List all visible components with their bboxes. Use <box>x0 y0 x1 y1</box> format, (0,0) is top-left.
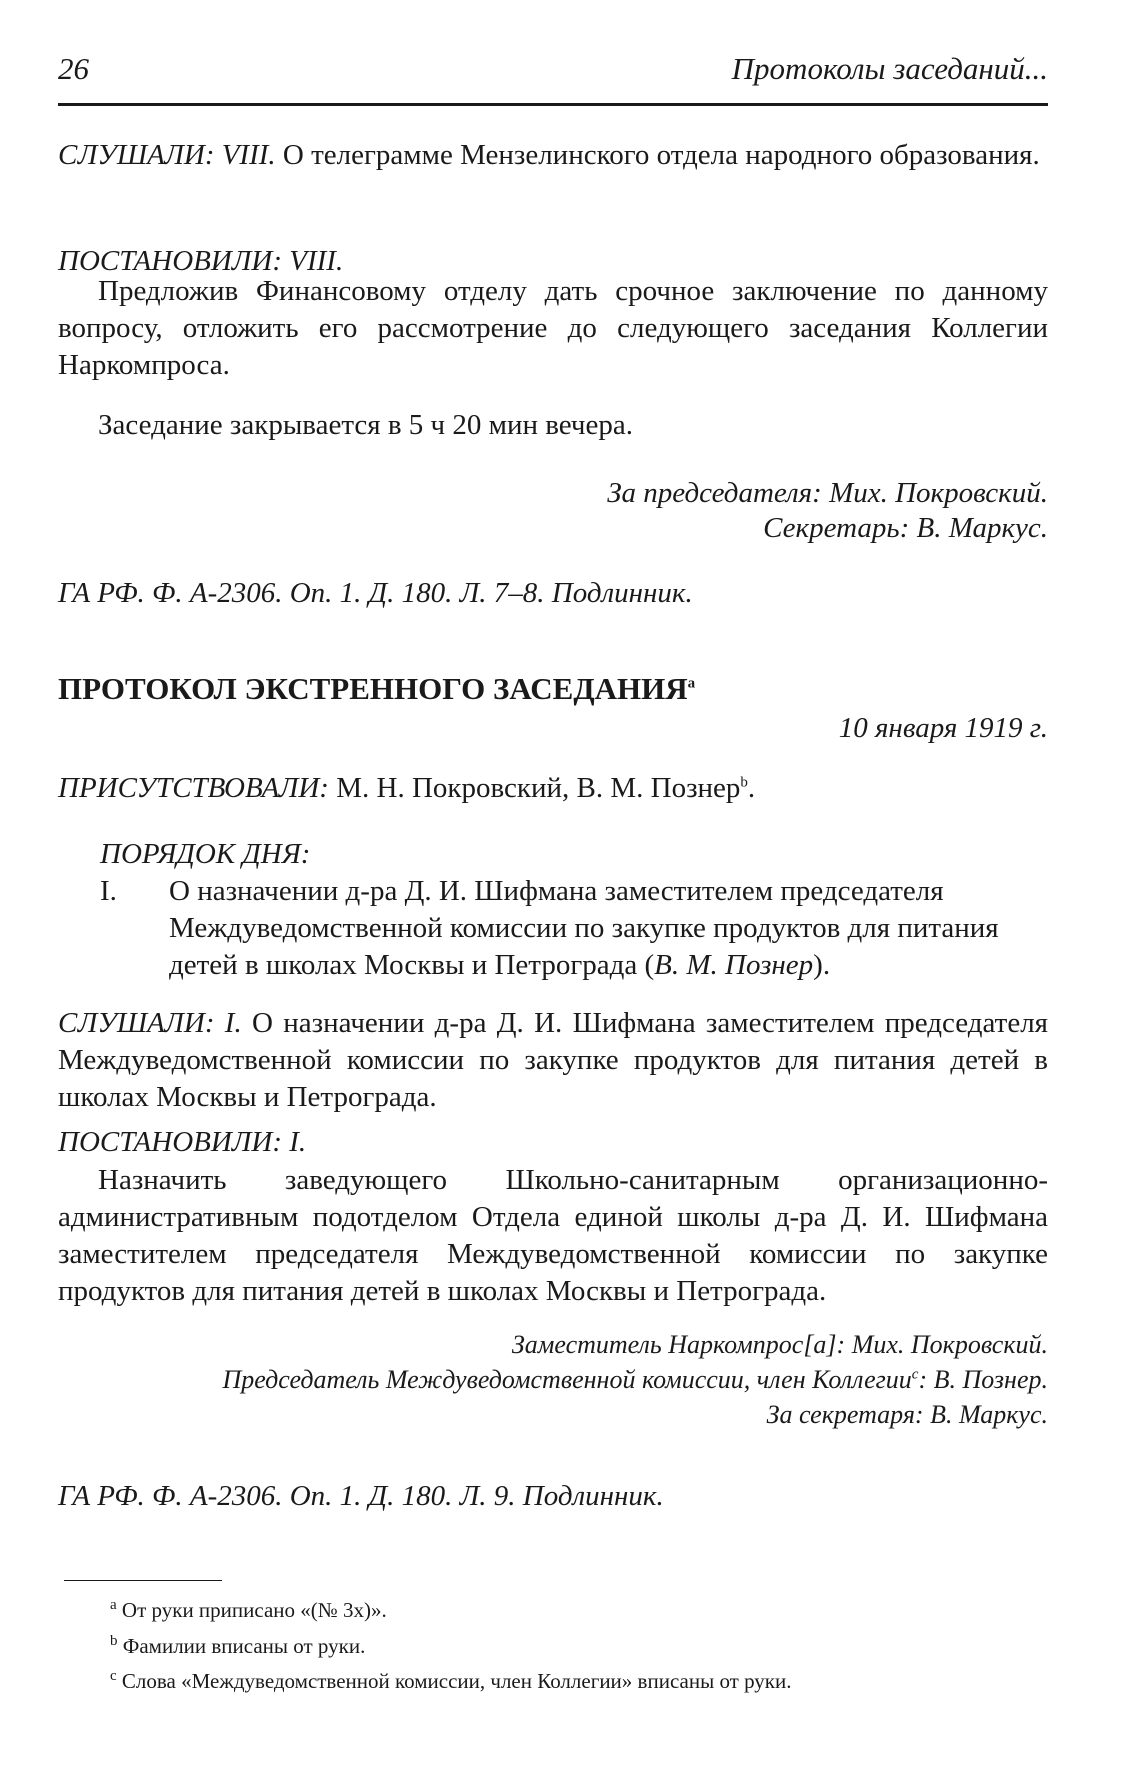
protocol-date: 10 января 1919 г. <box>838 712 1048 744</box>
agenda-label: ПОРЯДОК ДНЯ: <box>100 838 311 870</box>
signature-deputy: Заместитель Наркомпрос[а]: Мих. Покровский. <box>511 1330 1048 1359</box>
resolved-label-i: ПОСТАНОВИЛИ: I. <box>58 1126 307 1158</box>
protocol-title <box>58 670 695 707</box>
archive-reference-1: ГА РФ. Ф. А-2306. Оп. 1. Д. 180. Л. 7–8. Подлинник. <box>58 577 693 609</box>
footnote-a: $^a$ От руки приписано «(№ 3х)». <box>110 1597 387 1622</box>
page-number: 26 <box>58 51 89 86</box>
heard-text-i: О назначении д-ра Д. И. Шифмана заместителем председателя Междуведомственной комиссии по закупке продуктов для питания детей в школах Москвы и Петрограда. <box>58 1007 1049 1113</box>
heard-text: О телеграмме Мензелинского отдела народного образования. <box>282 139 1040 171</box>
protocol-title-text: ПРОТОКОЛ ЭКСТРЕННОГО ЗАСЕДАНИЯ <box>58 671 688 706</box>
heard-i <box>58 1005 1048 1116</box>
agenda-number: I. <box>100 875 117 907</box>
closing-statement: Заседание закрывается в 5 ч 20 мин вечера. <box>98 409 634 441</box>
footnote-c: $^c$ Слова «Междуведомственной комиссии, член Коллегии» вписаны от руки. <box>110 1668 792 1693</box>
signature-commission: Председатель Междуведомственной комиссии, член Коллегии$^c$: В. Познер. <box>222 1365 1048 1394</box>
signature-secretary: Секретарь: В. Маркус. <box>763 512 1048 544</box>
present-line: ПРИСУТСТВОВАЛИ: М. Н. Покровский, В. М. Познер$^b$. <box>58 772 756 804</box>
signature-chair: За председателя: Мих. Покровский. <box>607 477 1048 509</box>
running-title: Протоколы заседаний... <box>731 51 1048 86</box>
heard-label: СЛУШАЛИ: VIII. <box>58 139 276 171</box>
footnote-ref-a: a <box>687 675 696 692</box>
present-label: ПРИСУТСТВОВАЛИ: <box>58 772 329 804</box>
footnote-b: $^b$ Фамилии вписаны от руки. <box>110 1633 366 1658</box>
agenda-reporter: В. М. Познер <box>654 949 814 981</box>
header-rule <box>58 103 1048 106</box>
resolved-label-viii: ПОСТАНОВИЛИ: VIII. <box>58 245 344 277</box>
heard-label-i: СЛУШАЛИ: I. <box>58 1007 242 1039</box>
agenda-text: О назначении д-ра Д. И. Шифмана заместителем председателя Междуведомственной комиссии по закупке продуктов для питания детей в школах Москвы и Петрограда ( <box>169 875 999 981</box>
resolved-text-i: Назначить заведующего Школьно-санитарным организационно-административным подотделом Отдела единой школы д-ра Д. И. Шифмана заместителем председателя Междуведомственной комиссии по закупке продуктов для питания детей в школах Москвы и Петрограда. <box>58 1164 1048 1307</box>
footnote-ref-b: b <box>740 774 748 791</box>
resolved-text-viii: Предложив Финансовому отделу дать срочное заключение по данному вопросу, отложить его рассмотрение до следующего заседания Коллегии Наркомпроса. <box>58 275 1048 381</box>
heard-viii <box>58 137 1048 174</box>
agenda-item-1: I. О назначении д-ра Д. И. Шифмана заместителем председателя Междуведомственной комиссии по закупке продуктов для питания детей в школах Москвы и Петрограда (В. М. Познер). <box>100 875 999 981</box>
signature-secretary-2: За секретаря: В. Маркус. <box>766 1400 1048 1429</box>
present-names: М. Н. Покровский, В. М. Познер <box>336 772 741 804</box>
footnote-ref-c: c <box>911 1366 919 1383</box>
footnote-rule <box>64 1580 222 1581</box>
archive-reference-2: ГА РФ. Ф. А-2306. Оп. 1. Д. 180. Л. 9. Подлинник. <box>58 1480 664 1512</box>
